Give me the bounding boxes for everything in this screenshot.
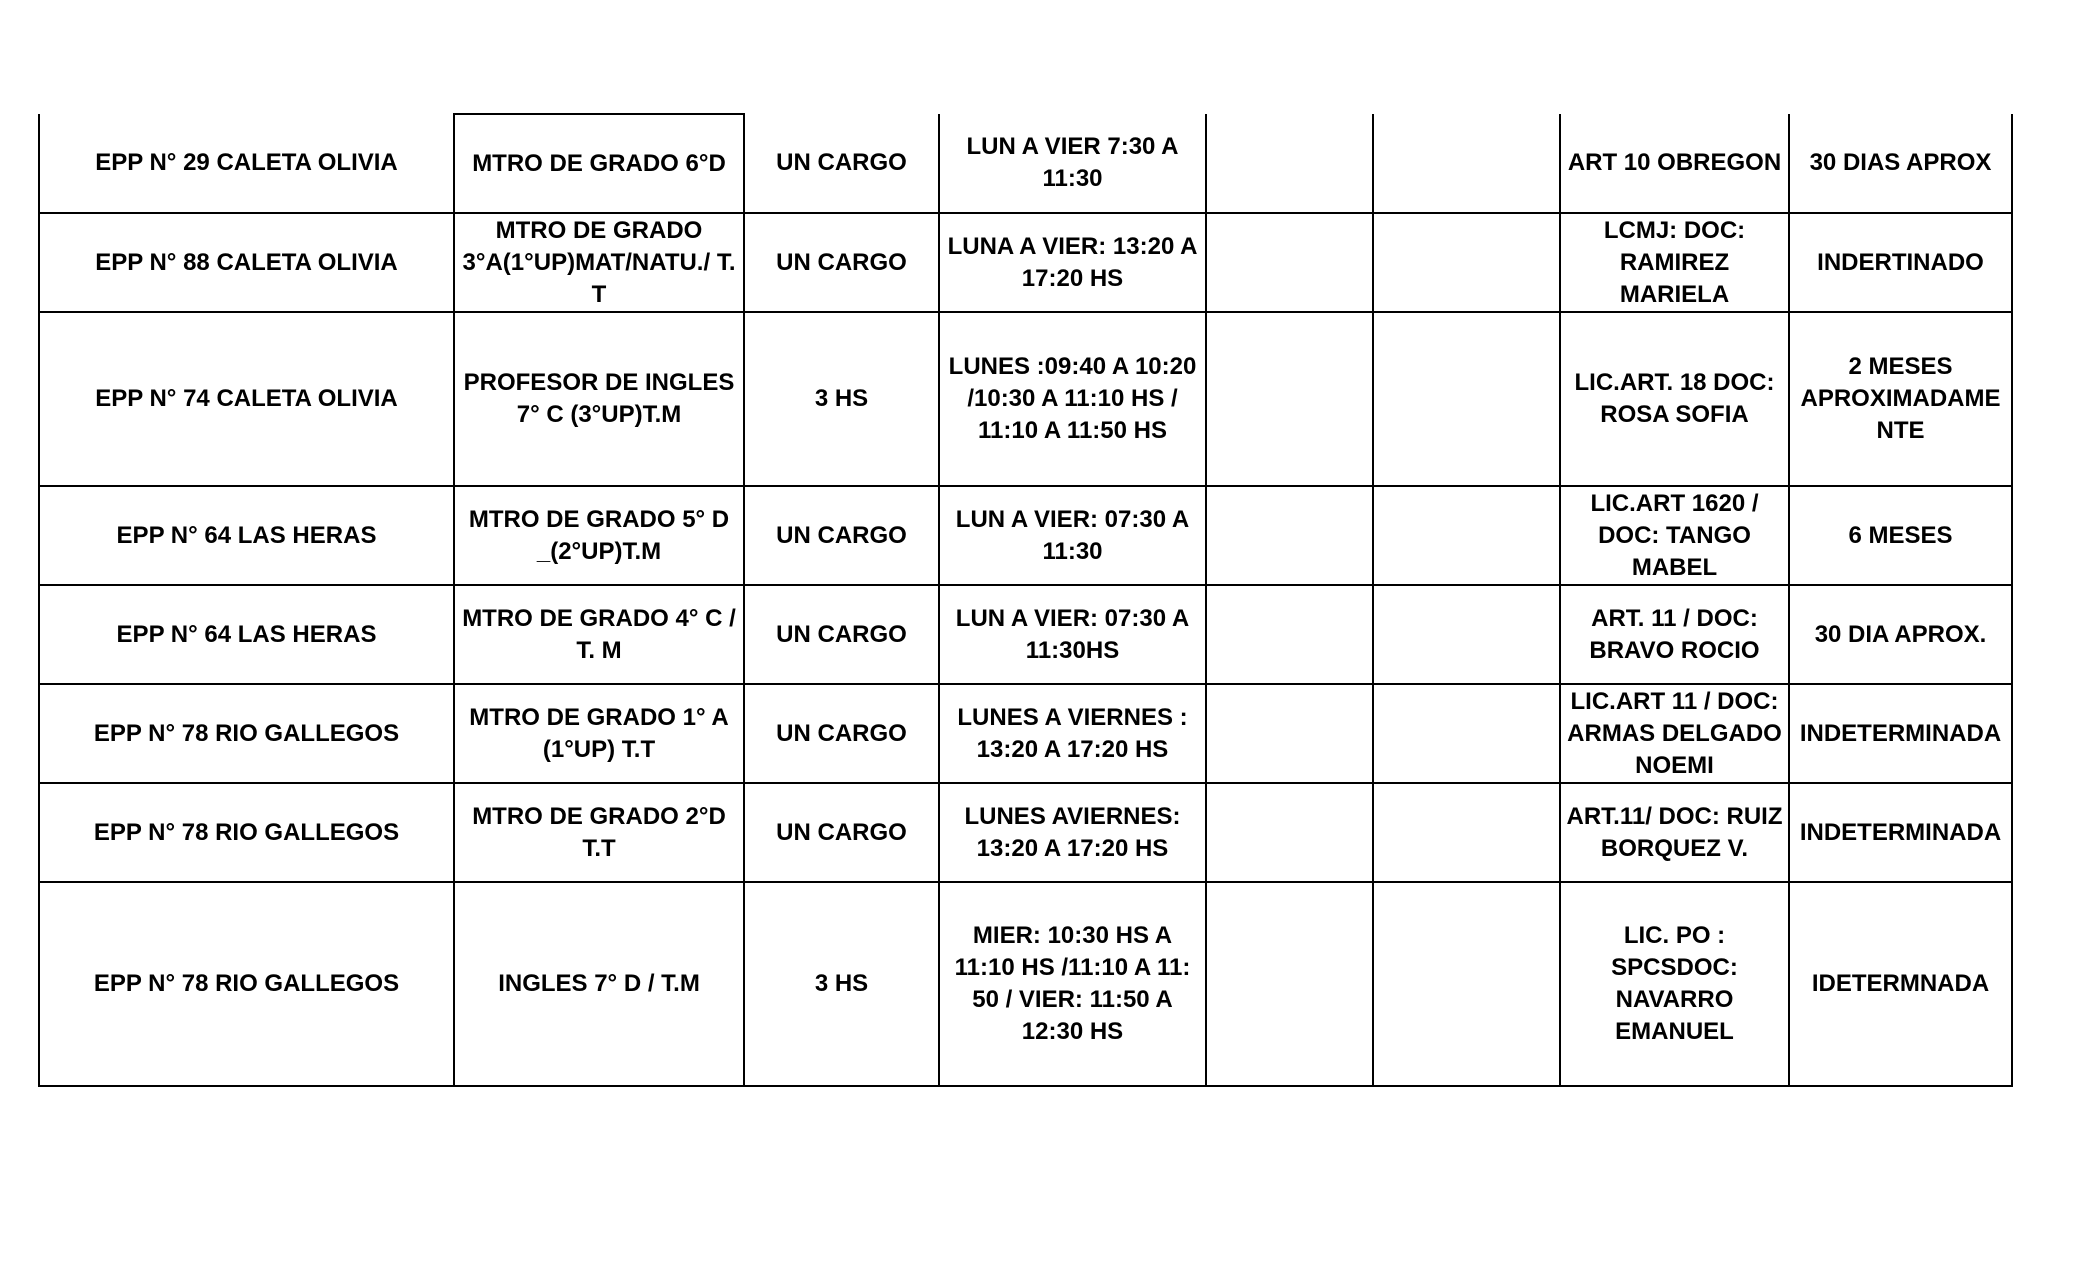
table-row	[39, 312, 2012, 486]
table-row	[39, 783, 2012, 882]
reason-cell: LCMJ: DOC: RAMIREZ MARIELA	[1560, 213, 1789, 312]
school-cell: EPP N° 78 RIO GALLEGOS	[39, 684, 454, 783]
school-cell: EPP N° 74 CALETA OLIVIA	[39, 312, 454, 486]
table-row	[39, 585, 2012, 684]
empty-cell	[1373, 684, 1560, 783]
school-cell: EPP N° 78 RIO GALLEGOS	[39, 882, 454, 1086]
duration-cell: INDERTINADO	[1789, 213, 2012, 312]
duration-cell: 30 DIAS APROX	[1789, 114, 2012, 213]
schedule-cell: MIER: 10:30 HS A 11:10 HS /11:10 A 11: 50 / VIER: 11:50 A 12:30 HS	[939, 882, 1206, 1086]
school-cell: EPP N° 64 LAS HERAS	[39, 585, 454, 684]
school-cell: EPP N° 29 CALETA OLIVIA	[39, 114, 454, 213]
duration-cell: IDETERMNADA	[1789, 882, 2012, 1086]
empty-cell	[1373, 213, 1560, 312]
schedule-cell: LUN A VIER: 07:30 A 11:30	[939, 486, 1206, 585]
table-row	[39, 684, 2012, 783]
load-cell: UN CARGO	[744, 486, 939, 585]
duration-cell: 2 MESES APROXIMADAME NTE	[1789, 312, 2012, 486]
duration-cell: INDETERMINADA	[1789, 684, 2012, 783]
load-cell: UN CARGO	[744, 585, 939, 684]
empty-cell	[1373, 585, 1560, 684]
empty-cell	[1373, 783, 1560, 882]
schedule-cell: LUNES :09:40 A 10:20 /10:30 A 11:10 HS / 11:10 A 11:50 HS	[939, 312, 1206, 486]
empty-cell	[1373, 312, 1560, 486]
empty-cell	[1206, 585, 1373, 684]
empty-cell	[1206, 684, 1373, 783]
position-cell: MTRO DE GRADO 2°D T.T	[454, 783, 744, 882]
position-cell: PROFESOR DE INGLES 7° C (3°UP)T.M	[454, 312, 744, 486]
position-cell: MTRO DE GRADO 4° C / T. M	[454, 585, 744, 684]
reason-cell: LIC.ART. 18 DOC: ROSA SOFIA	[1560, 312, 1789, 486]
reason-cell: LIC.ART 1620 / DOC: TANGO MABEL	[1560, 486, 1789, 585]
table-row	[39, 213, 2012, 312]
table-row	[39, 486, 2012, 585]
schedule-cell: LUNES A VIERNES : 13:20 A 17:20 HS	[939, 684, 1206, 783]
school-cell: EPP N° 64 LAS HERAS	[39, 486, 454, 585]
reason-cell: ART.11/ DOC: RUIZ BORQUEZ V.	[1560, 783, 1789, 882]
load-cell: UN CARGO	[744, 684, 939, 783]
position-cell: MTRO DE GRADO 1° A (1°UP) T.T	[454, 684, 744, 783]
position-cell: MTRO DE GRADO 5° D _(2°UP)T.M	[454, 486, 744, 585]
empty-cell	[1206, 114, 1373, 213]
load-cell: UN CARGO	[744, 213, 939, 312]
load-cell: 3 HS	[744, 882, 939, 1086]
position-cell: INGLES 7° D / T.M	[454, 882, 744, 1086]
vacancies-table	[38, 113, 2013, 1087]
empty-cell	[1206, 783, 1373, 882]
empty-cell	[1206, 213, 1373, 312]
position-cell: MTRO DE GRADO 6°D	[454, 114, 744, 213]
school-cell: EPP N° 88 CALETA OLIVIA	[39, 213, 454, 312]
school-cell: EPP N° 78 RIO GALLEGOS	[39, 783, 454, 882]
reason-cell: LIC. PO : SPCSDOC: NAVARRO EMANUEL	[1560, 882, 1789, 1086]
reason-cell: LIC.ART 11 / DOC: ARMAS DELGADO NOEMI	[1560, 684, 1789, 783]
table-row	[39, 114, 2012, 213]
schedule-cell: LUN A VIER: 07:30 A 11:30HS	[939, 585, 1206, 684]
empty-cell	[1373, 882, 1560, 1086]
schedule-cell: LUNES AVIERNES: 13:20 A 17:20 HS	[939, 783, 1206, 882]
reason-cell: ART 10 OBREGON	[1560, 114, 1789, 213]
load-cell: 3 HS	[744, 312, 939, 486]
empty-cell	[1373, 486, 1560, 585]
duration-cell: 30 DIA APROX.	[1789, 585, 2012, 684]
duration-cell: INDETERMINADA	[1789, 783, 2012, 882]
schedule-cell: LUN A VIER 7:30 A 11:30	[939, 114, 1206, 213]
empty-cell	[1206, 312, 1373, 486]
empty-cell	[1206, 882, 1373, 1086]
empty-cell	[1206, 486, 1373, 585]
load-cell: UN CARGO	[744, 114, 939, 213]
schedule-cell: LUNA A VIER: 13:20 A 17:20 HS	[939, 213, 1206, 312]
reason-cell: ART. 11 / DOC: BRAVO ROCIO	[1560, 585, 1789, 684]
duration-cell: 6 MESES	[1789, 486, 2012, 585]
position-cell: MTRO DE GRADO 3°A(1°UP)MAT/NATU./ T. T	[454, 213, 744, 312]
load-cell: UN CARGO	[744, 783, 939, 882]
table-row	[39, 882, 2012, 1086]
empty-cell	[1373, 114, 1560, 213]
